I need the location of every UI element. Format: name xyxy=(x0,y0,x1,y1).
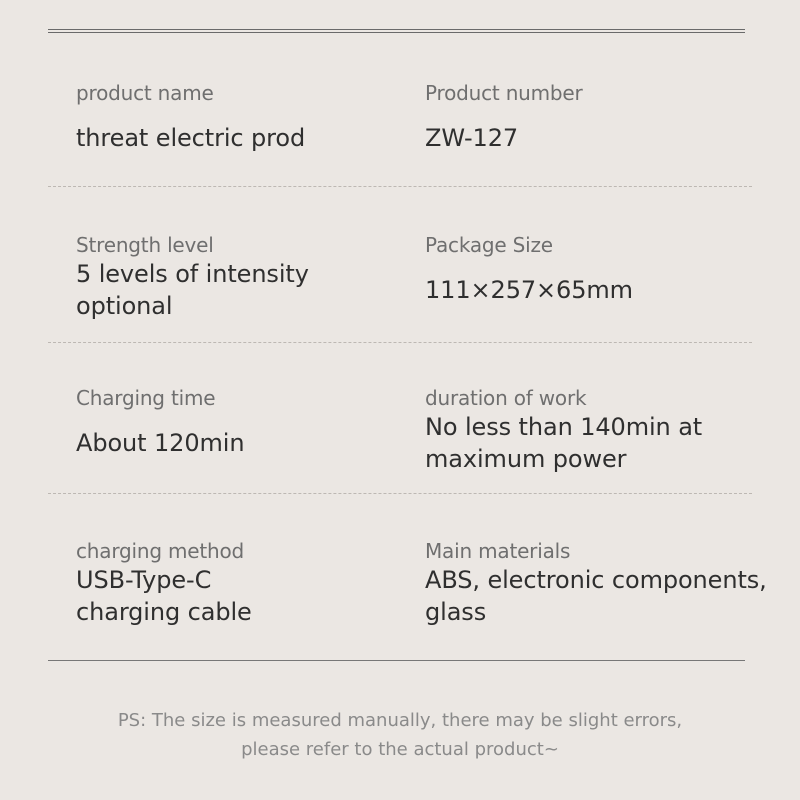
spec-label: duration of work xyxy=(425,386,587,410)
spec-label: Charging time xyxy=(76,386,216,410)
spec-duration-of-work xyxy=(425,385,725,475)
spec-label: Package Size xyxy=(425,233,553,257)
spec-label: charging method xyxy=(76,539,245,563)
spec-product-name xyxy=(76,80,396,154)
spec-label: Main materials xyxy=(425,539,571,563)
bottom-rule xyxy=(48,660,745,661)
spec-package-size xyxy=(425,232,785,306)
footnote-line: please refer to the actual product~ xyxy=(241,739,559,760)
spec-label: Product number xyxy=(425,81,583,105)
row-divider xyxy=(48,186,752,187)
spec-main-materials xyxy=(425,538,797,628)
spec-value: 5 levels of intensity optional xyxy=(76,260,309,320)
spec-label: Strength level xyxy=(76,233,214,257)
footnote xyxy=(0,706,800,764)
spec-product-number xyxy=(425,80,785,154)
spec-value: USB-Type-C charging cable xyxy=(76,566,252,626)
row-divider xyxy=(48,493,752,494)
spec-value: ZW-127 xyxy=(425,124,519,152)
spec-value: 111×257×65mm xyxy=(425,276,633,304)
spec-value: No less than 140min at maximum power xyxy=(425,413,703,473)
spec-strength-level xyxy=(76,232,346,322)
spec-value: threat electric prod xyxy=(76,124,306,152)
footnote-line: PS: The size is measured manually, there may be slight errors, xyxy=(117,710,683,731)
spec-charging-time xyxy=(76,385,396,459)
spec-charging-method xyxy=(76,538,306,628)
spec-value: ABS, electronic components, glass xyxy=(425,566,767,626)
spec-label: product name xyxy=(76,81,214,105)
top-double-rule xyxy=(48,29,745,33)
row-divider xyxy=(48,342,752,343)
spec-value: About 120min xyxy=(76,429,245,457)
